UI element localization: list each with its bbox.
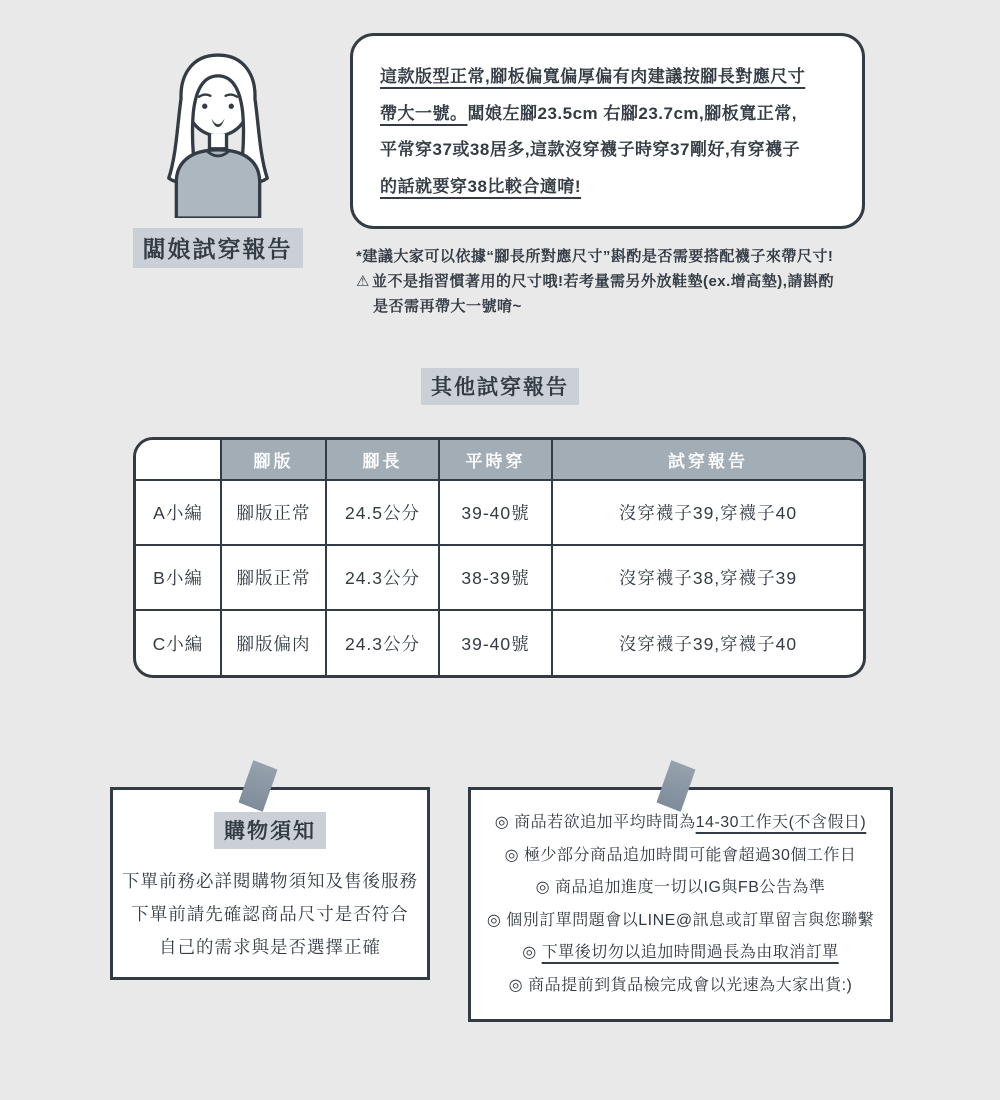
table-cell: 24.3公分 [326, 610, 439, 675]
row-label-cell: C小編 [136, 610, 221, 675]
bullet-icon: ◎ [486, 911, 507, 929]
table-header-row [136, 440, 863, 480]
table-cell: 沒穿襪子39,穿襪子40 [618, 633, 798, 654]
fitting-comment-bubble [350, 33, 865, 229]
order-notice-item: ◎ 商品若欲追加平均時間為14-30工作天(不含假日) [494, 814, 867, 831]
table-header-cell: 試穿報告 [552, 440, 863, 480]
bullet-icon: ◎ [535, 879, 556, 896]
note-line-3: 是否需再帶大一號唷~ [373, 298, 522, 315]
table-header-cell: 腳長 [326, 440, 439, 480]
note-line-2: ⚠ 並不是指習慣著用的尺寸哦!若考量需另外放鞋墊(ex.增高墊),請斟酌 [356, 273, 834, 290]
warning-icon: ⚠ [356, 273, 370, 290]
order-notices-box [468, 787, 893, 1022]
bullet-icon: ◎ [504, 846, 525, 864]
boss-lady-avatar-illustration [142, 38, 294, 218]
bubble-line: 平常穿37或38居多,這款沒穿襪子時穿37剛好,有穿襪子 [380, 140, 801, 159]
table-cell: 24.3公分 [326, 545, 439, 610]
order-notices-list [471, 807, 890, 1002]
shopping-notice-text [113, 865, 427, 964]
order-notice-item: ◎ 極少部分商品追加時間可能會超過30個工作日 [504, 846, 857, 864]
shopping-notice-line: 下單前請先確認商品尺寸是否符合 [131, 904, 409, 924]
table-cell: 腳版正常 [221, 545, 326, 610]
order-notice-item: ◎ 商品追加進度一切以IG與FB公告為準 [535, 879, 826, 896]
bullet-icon: ◎ [494, 814, 515, 831]
bubble-line: 這款版型正常,腳板偏寬偏厚偏有肉建議按腳長對應尺寸 [380, 67, 806, 86]
row-label-cell: B小編 [136, 545, 221, 610]
table-header-cell: 腳版 [221, 440, 326, 480]
bullet-icon: ◎ [508, 976, 529, 994]
bubble-line: 帶大一號。闆娘左腳23.5cm 右腳23.7cm,腳板寬正常, [380, 103, 797, 123]
fitting-table [133, 437, 866, 678]
table-cell: 24.5公分 [326, 480, 439, 545]
table-cell: 38-39號 [439, 545, 552, 610]
other-reports-title: 其他試穿報告 [421, 368, 579, 405]
table-header-cell: 平時穿 [439, 440, 552, 480]
bubble-line: 的話就要穿38比較合適唷! [380, 176, 582, 196]
table-cell: 39-40號 [439, 480, 552, 545]
table-cell: 沒穿襪子38,穿襪子39 [552, 545, 863, 610]
table-cell: 39-40號 [439, 610, 552, 675]
fitting-report-label: 闆娘試穿報告 [133, 228, 303, 268]
table-corner-cell [136, 440, 221, 480]
order-notice-item: ◎ 個別訂單問題會以LINE@訊息或訂單留言與您聯繫 [486, 911, 875, 929]
row-label-cell: A小編 [136, 480, 221, 545]
shopping-notice-line: 自己的需求與是否選擇正確 [159, 937, 381, 957]
note-line-1: *建議大家可以依據“腳長所對應尺寸”斟酌是否需要搭配襪子來帶尺寸! [356, 248, 834, 265]
tape-icon [656, 759, 697, 813]
order-notice-item: ◎ 下單後切勿以追加時間過長為由取消訂單 [522, 944, 839, 961]
table-cell: 腳版正常 [221, 480, 326, 545]
table-row [136, 610, 863, 675]
tape-icon [238, 759, 279, 813]
shopping-notice-box [110, 787, 430, 980]
size-advice-note [356, 244, 881, 319]
boss-lady-block [130, 38, 305, 268]
shopping-notice-title: 購物須知 [214, 812, 326, 849]
other-reports-title-row [0, 368, 1000, 405]
table-row [136, 545, 863, 610]
table-row [136, 480, 863, 545]
shopping-notice-line: 下單前務必詳閱購物須知及售後服務 [122, 871, 418, 891]
table-cell: 沒穿襪子39,穿襪子40 [552, 480, 863, 545]
table-cell: 腳版偏肉 [221, 610, 326, 675]
bullet-icon: ◎ [522, 944, 542, 961]
order-notice-item: ◎ 商品提前到貨品檢完成會以光速為大家出貨:) [508, 976, 853, 994]
